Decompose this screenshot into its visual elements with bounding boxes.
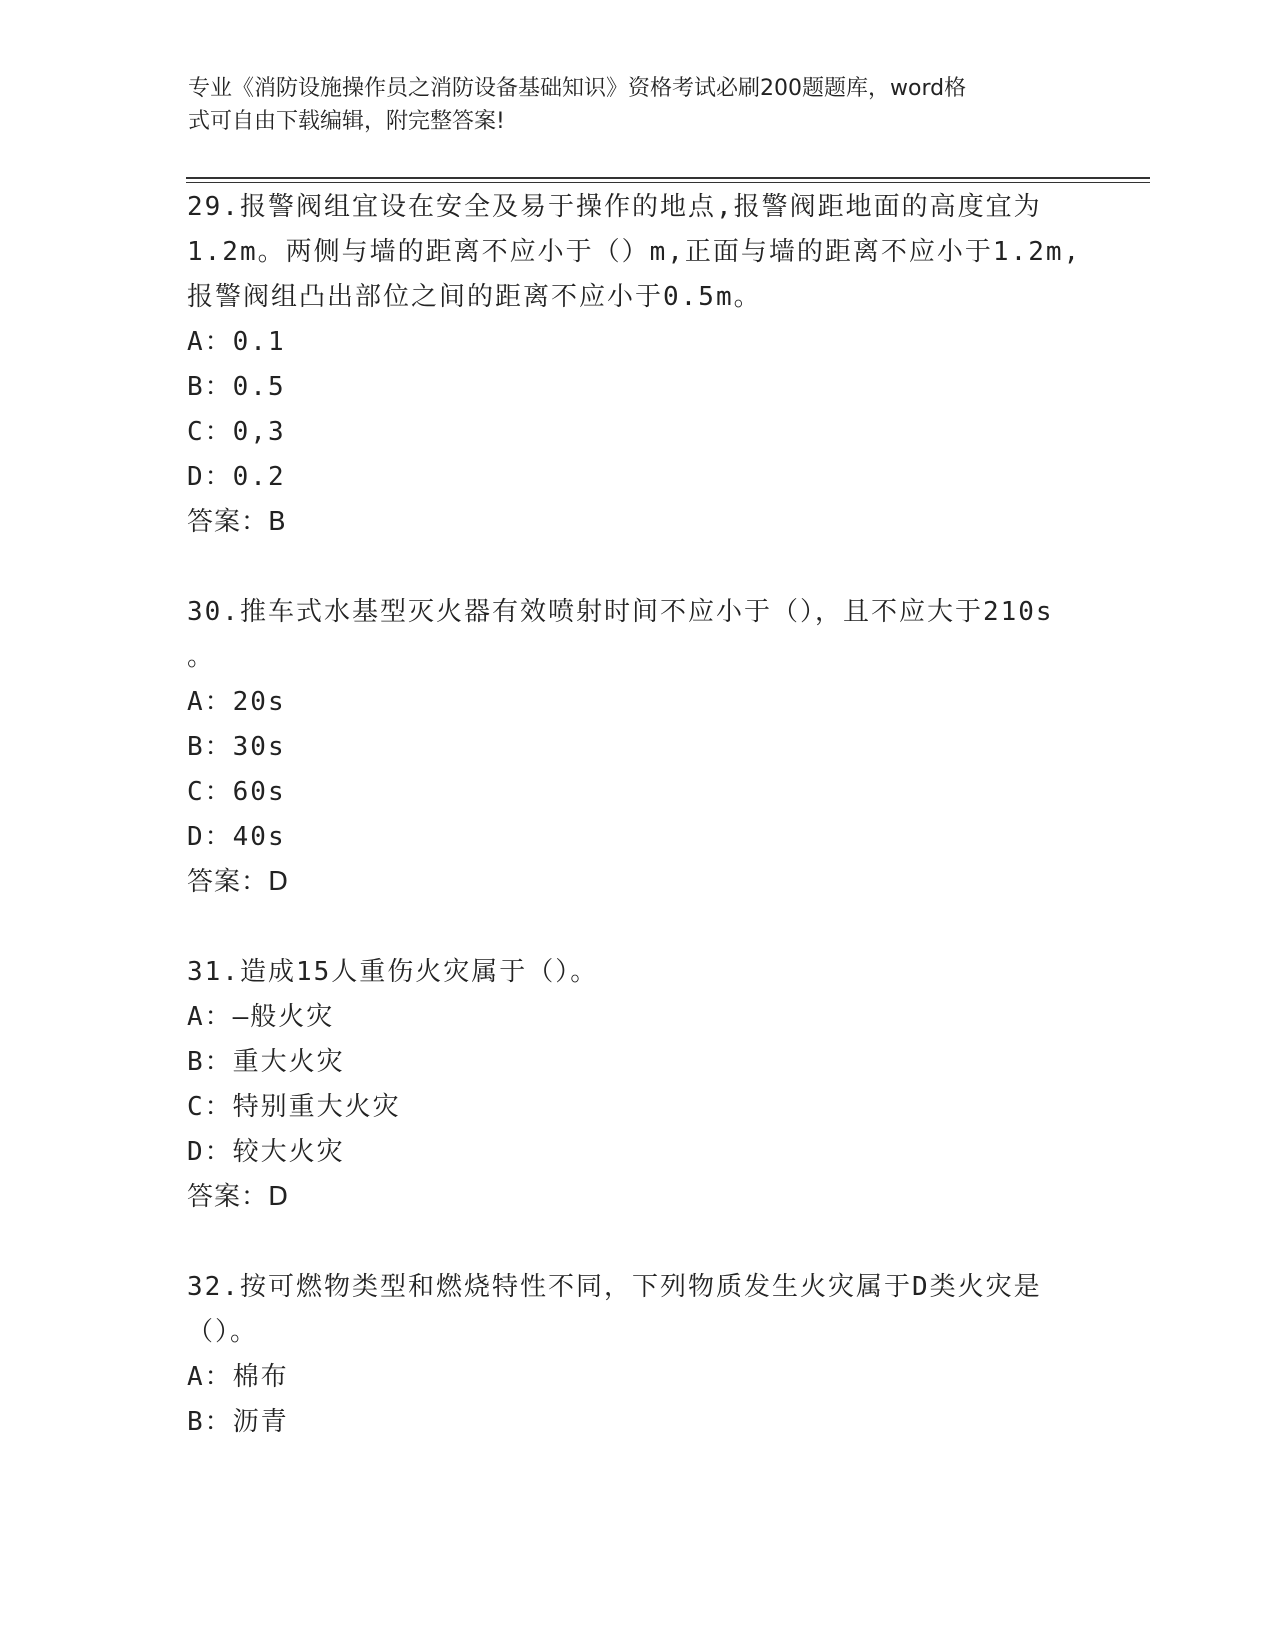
question-stem-line: 1.2m。两侧与墙的距离不应小于（）m,正面与墙的距离不应小于1.2m, xyxy=(187,237,1082,267)
answer-label: 答案：D xyxy=(187,1182,290,1212)
question-stem-line: （）。 xyxy=(187,1317,259,1347)
question-stem-line: 。 xyxy=(187,642,216,672)
option-b: B：重大火灾 xyxy=(187,1047,345,1077)
option-d: D：40s xyxy=(187,822,286,852)
header-rule-thick xyxy=(186,177,1150,179)
header-line-1: 专业《消防设施操作员之消防设备基础知识》资格考试必刷200题题库，word格 xyxy=(188,76,967,101)
header-line-2: 式可自由下载编辑，附完整答案! xyxy=(188,109,505,134)
option-b: B：30s xyxy=(187,732,286,762)
option-a: A：—般火灾 xyxy=(187,1002,335,1032)
option-c: C：60s xyxy=(187,777,286,807)
option-d: D：0.2 xyxy=(187,462,286,492)
option-c: C：特别重大火灾 xyxy=(187,1092,401,1122)
option-a: A：棉布 xyxy=(187,1362,289,1392)
option-c: C：0,3 xyxy=(187,417,286,447)
header-rule-thin xyxy=(186,182,1150,183)
answer-label: 答案：D xyxy=(187,867,290,897)
question-stem-line: 报警阀组凸出部位之间的距离不应小于0.5m。 xyxy=(187,282,762,312)
option-a: A：20s xyxy=(187,687,286,717)
document-header xyxy=(188,72,1088,138)
question-stem-line: 31.造成15人重伤火灾属于（）。 xyxy=(187,957,599,987)
question-stem-line: 29.报警阀组宜设在安全及易于操作的地点,报警阀距地面的高度宜为 xyxy=(187,192,1042,222)
option-b: B：沥青 xyxy=(187,1407,289,1437)
question-stem-line: 30.推车式水基型灭火器有效喷射时间不应小于（），且不应大于210s xyxy=(187,597,1054,627)
option-d: D：较大火灾 xyxy=(187,1137,345,1167)
question-stem-line: 32.按可燃物类型和燃烧特性不同，下列物质发生火灾属于D类火灾是 xyxy=(187,1272,1042,1302)
option-b: B：0.5 xyxy=(187,372,286,402)
option-a: A：0.1 xyxy=(187,327,286,357)
answer-label: 答案：B xyxy=(187,507,287,537)
